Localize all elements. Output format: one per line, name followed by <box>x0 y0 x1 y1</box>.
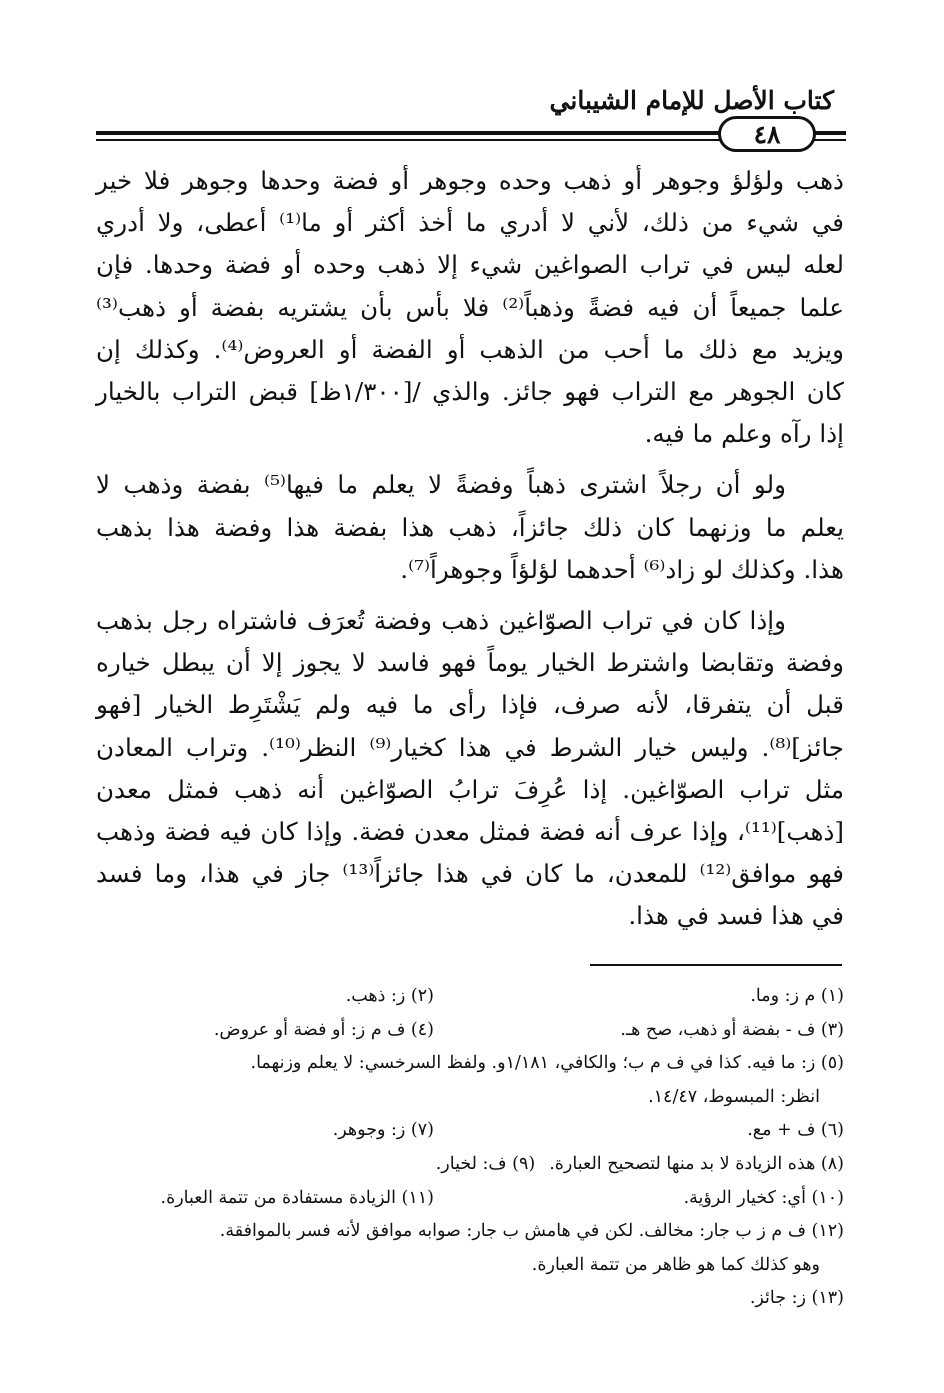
footnote-10: (١٠) أي: كخيار الرؤية. <box>683 1187 844 1208</box>
text-line: ذهب ولؤلؤ وجوهر أو ذهب وحده وجوهر أو فضة وحدها وجوهر فلا خير <box>96 166 844 195</box>
footnote-5 <box>96 1047 844 1114</box>
text-line: كان الجوهر مع التراب فهو جائز. والذي /[١/٣٠٠ظ] قبض التراب بالخيار <box>96 377 844 407</box>
footnote-11: (١١) الزيادة مستفادة من تتمة العبارة. <box>160 1187 434 1208</box>
footnote-12-line-2: وهو كذلك كما هو ظاهر من تتمة العبارة. <box>531 1254 820 1275</box>
footnote-8: (٨) هذه الزيادة لا بد منها لتصحيح العبارة. <box>549 1153 844 1174</box>
footnote-1: (١) م ز: وما. <box>750 986 844 1006</box>
text-line: وفضة وتقابضا واشترط الخيار يوماً فهو فاسد لا يجوز إلا أن يبطل خياره <box>96 648 844 678</box>
footnote-2: (٢) ز: ذهب. <box>345 986 434 1006</box>
text-line: هذا. وكذلك لو زاد⁽⁶⁾ أحدهما لؤلؤاً وجوهراً⁽⁷⁾. <box>400 554 844 584</box>
footnote-row <box>96 980 844 1014</box>
footnote-row <box>96 1114 844 1148</box>
paragraph-3 <box>96 600 844 938</box>
running-title: كتاب الأصل للإمام الشيباني <box>549 86 834 115</box>
footnote-row <box>96 1148 844 1182</box>
text-line: ولو أن رجلاً اشترى ذهباً وفضةً لا يعلم ما فيها⁽⁵⁾ بفضة وذهب لا <box>96 470 786 500</box>
text-line: ويزيد مع ذلك ما أحب من الذهب أو الفضة أو العروض⁽⁴⁾. وكذلك إن <box>96 334 844 364</box>
text-line: وإذا كان في تراب الصوّاغين ذهب وفضة تُعرَف فاشتراه رجل بذهب <box>96 606 786 636</box>
text-line: في شيء من ذلك، لأني لا أدري ما أخذ أكثر أو ما⁽¹⁾ أعطى، ولا أدري <box>96 208 844 238</box>
text-line: [ذهب]⁽¹¹⁾، وإذا عرف أنه فضة فمثل معدن فضة. وإذا كان فيه فضة وذهب <box>96 817 844 847</box>
text-line: يعلم ما وزنهما كان ذلك جائزاً، ذهب هذا بفضة هذا وفضة هذا بذهب <box>96 512 844 542</box>
footnotes <box>96 980 844 1316</box>
footnote-13-text: (١٣) ز: جائز. <box>749 1288 844 1309</box>
footnote-7: (٧) ز: وجوهر. <box>332 1120 434 1141</box>
paragraph-1 <box>96 160 844 455</box>
footnote-row <box>96 1014 844 1048</box>
page-number: ٤٨ <box>753 119 781 149</box>
text-line: إذا رآه وعلم ما فيه. <box>644 419 844 449</box>
footnote-12 <box>96 1215 844 1282</box>
page-number-badge <box>718 116 816 152</box>
footnote-separator <box>590 964 842 966</box>
text-line: فهو موافق⁽¹²⁾ للمعدن، ما كان في هذا جائزاً⁽¹³⁾ جاز في هذا، وما فسد <box>96 859 844 889</box>
footnote-row <box>96 1182 844 1216</box>
text-line: مثل تراب الصوّاغين. إذا عُرِفَ ترابُ الصوّاغين أنه ذهب فمثل معدن <box>96 774 844 804</box>
footnote-3: (٣) ف - بفضة أو ذهب، صح هـ. <box>620 1019 844 1040</box>
text-line: علما جميعاً أن فيه فضةً وذهباً⁽²⁾ فلا بأس بأن يشتريه بفضة أو ذهب⁽³⁾ <box>96 292 844 322</box>
footnote-5-line-1: (٥) ز: ما فيه. كذا في ف م ب؛ والكافي، ١/١٨١و. ولفظ السرخسي: لا يعلم وزنهما. <box>250 1053 844 1074</box>
main-text <box>96 160 844 938</box>
footnote-13 <box>96 1282 844 1316</box>
paragraph-2 <box>96 464 844 591</box>
text-line: جائز]⁽⁸⁾. وليس خيار الشرط في هذا كخيار⁽⁹⁾ النظر⁽¹⁰⁾. وتراب المعادن <box>96 732 845 762</box>
text-line: في هذا فسد في هذا. <box>628 901 844 931</box>
text-line: لعله ليس في تراب الصواغين شيء إلا ذهب وحده أو فضة وحدها. فإن <box>96 250 844 280</box>
text-line: قبل أن يتفرقا، لأنه صرف، فإذا رأى ما فيه ولم يَشْتَرِط الخيار [فهو <box>96 690 844 720</box>
footnote-6: (٦) ف + مع. <box>747 1120 844 1141</box>
footnote-9: (٩) ف: لخيار. <box>435 1153 536 1174</box>
footnote-5-line-2: انظر: المبسوط، ١٤/٤٧. <box>648 1086 820 1107</box>
footnote-4: (٤) ف م ز: أو فضة أو عروض. <box>213 1019 434 1040</box>
footnote-12-line-1: (١٢) ف م ز ب جار: مخالف. لكن في هامش ب جار: صوابه موافق لأنه فسر بالموافقة. <box>219 1221 844 1242</box>
